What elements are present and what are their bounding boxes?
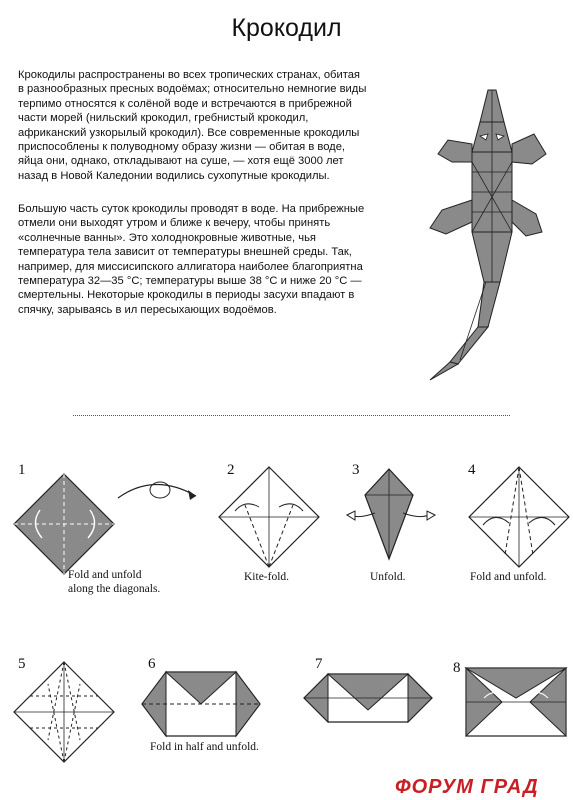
page-title: Крокодил — [231, 14, 342, 42]
watermark-word2: ГРАД — [480, 776, 539, 798]
step-8-number: 8 — [453, 660, 461, 676]
intro-paragraph: Крокодилы распространены во всех тропических странах, обитая в разнообразных пресных водоёмах; относительно немногие виды терпимо относятся к солёной воде и встречаются в прибрежной части морей (нильский крокодил, гребнистый крокодил, африканский узкорылый крокодил). Все современные крокодилы приспособлены к полуводному образу жизни — обитая в воде, яйца они, однако, откладывают на суше, — хотя ещё 3000 лет назад в Новой Каледонии водились сухопутные крокодилы. — [18, 69, 367, 182]
step-1-caption-line2: along the diagonals. — [68, 583, 161, 595]
turn-over-arrow-icon — [114, 478, 204, 518]
step-2-caption: Kite-fold. — [244, 571, 290, 583]
step-3-number: 3 — [352, 462, 360, 478]
step-3-diagram — [345, 465, 445, 565]
step-2-diagram — [215, 465, 323, 569]
step-7-number: 7 — [315, 656, 323, 672]
step-1-diagram — [10, 470, 118, 578]
step-6-number: 6 — [148, 656, 156, 672]
step-5-diagram — [10, 660, 118, 764]
step-5-number: 5 — [18, 656, 26, 672]
section-divider — [73, 415, 510, 416]
step-7-diagram — [300, 668, 440, 728]
step-8-diagram — [462, 664, 570, 740]
crocodile-model-illustration — [400, 82, 560, 392]
step-1-caption-line1: Fold and unfold — [68, 569, 142, 581]
step-4-number: 4 — [468, 462, 476, 478]
step-4-caption: Fold and unfold. — [470, 571, 547, 583]
step-2-number: 2 — [227, 462, 235, 478]
step-1-number: 1 — [18, 462, 26, 478]
habits-paragraph: Большую часть суток крокодилы проводят в воде. На прибрежные отмели они выходят утром и ближе к вечеру, чтобы принять «солнечные ванны». Это холоднокровные животные, чья температура тела зависит от температуры внешней среды. Так, например, для миссисипского аллигатора наиболее благоприятна температура 32—35 °С; температуры выше 38 °С и ниже 20 °С — смертельны. Некоторые крокодилы в периоды засухи впадают в спячку, зарываясь в ил пересыхающих водоёмов. — [18, 203, 365, 316]
forum-grad-watermark — [395, 776, 539, 799]
step-4-diagram — [465, 465, 573, 569]
step-6-diagram — [140, 668, 264, 740]
step-6-caption: Fold in half and unfold. — [150, 741, 259, 753]
step-3-caption: Unfold. — [370, 571, 406, 583]
watermark-word1: ФОРУМ — [395, 776, 474, 798]
